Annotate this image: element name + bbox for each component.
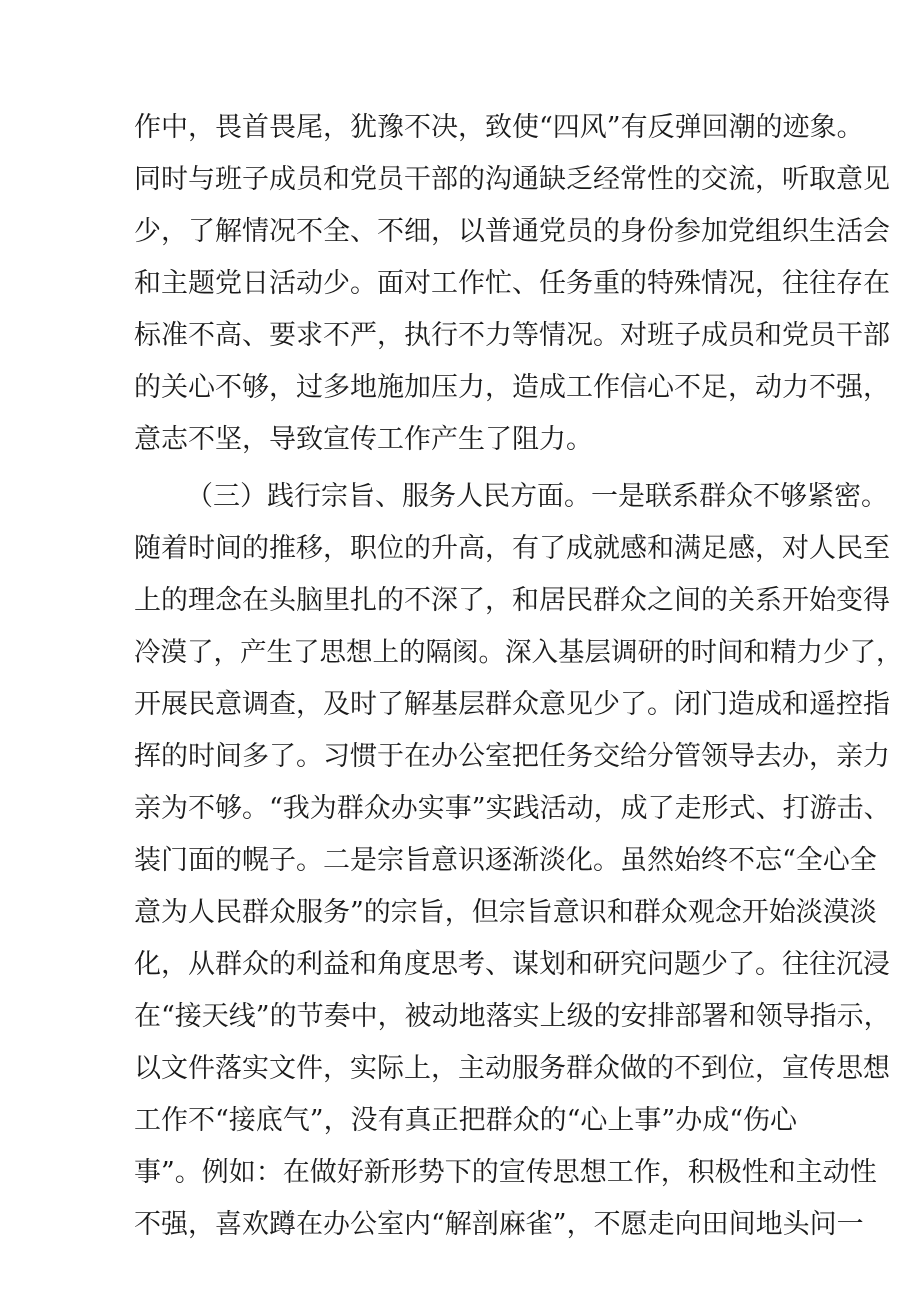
text-line: 事”。例如：在做好新形势下的宣传思想工作，积极性和主动性 [134, 1157, 877, 1188]
text-line: 的关心不够，过多地施加压力，造成工作信心不足，动力不强， [134, 372, 890, 403]
text-line: 和主题党日活动少。面对工作忙、任务重的特殊情况，往往存在 [134, 268, 890, 299]
text-line: 同时与班子成员和党员干部的沟通缺乏经常性的交流，听取意见 [134, 164, 890, 195]
text-line: 作中，畏首畏尾，犹豫不决，致使“四风”有反弹回潮的迹象。 [134, 112, 864, 143]
text-line: 意为人民群众服务”的宗旨，但宗旨意识和群众观念开始淡漠淡 [134, 897, 877, 928]
text-line: 装门面的幌子。二是宗旨意识逐渐淡化。虽然始终不忘“全心全 [134, 845, 877, 876]
section-heading-line: （三）践行宗旨、服务人民方面。一是联系群众不够紧密。 [186, 481, 888, 512]
text-line: 标准不高、要求不严，执行不力等情况。对班子成员和党员干部 [134, 320, 890, 351]
text-line: 少，了解情况不全、不细，以普通党员的身份参加党组织生活会 [134, 216, 890, 247]
text-line: 冷漠了，产生了思想上的隔阂。深入基层调研的时间和精力少了， [134, 637, 903, 668]
text-line: 不强，喜欢蹲在办公室内“解剖麻雀”，不愿走向田间地头问一 [134, 1209, 864, 1240]
text-line: 以文件落实文件，实际上，主动服务群众做的不到位，宣传思想 [134, 1053, 890, 1084]
text-line: 亲为不够。“我为群众办实事”实践活动，成了走形式、打游击、 [134, 793, 891, 824]
text-line: 化，从群众的利益和角度思考、谋划和研究问题少了。往往沉浸 [134, 949, 890, 980]
text-line: 工作不“接底气”，没有真正把群众的“心上事”办成“伤心 [134, 1105, 798, 1136]
text-line: 开展民意调查，及时了解基层群众意见少了。闭门造成和遥控指 [134, 689, 890, 720]
text-line: 挥的时间多了。习惯于在办公室把任务交给分管领导去办，亲力 [134, 741, 890, 772]
text-line: 上的理念在头脑里扎的不深了，和居民群众之间的关系开始变得 [134, 585, 890, 616]
text-line: 随着时间的推移，职位的升高，有了成就感和满足感，对人民至 [134, 533, 890, 564]
text-line: 在“接天线”的节奏中，被动地落实上级的安排部署和领导指示， [134, 1001, 891, 1032]
text-line: 意志不坚，导致宣传工作产生了阻力。 [134, 424, 593, 455]
